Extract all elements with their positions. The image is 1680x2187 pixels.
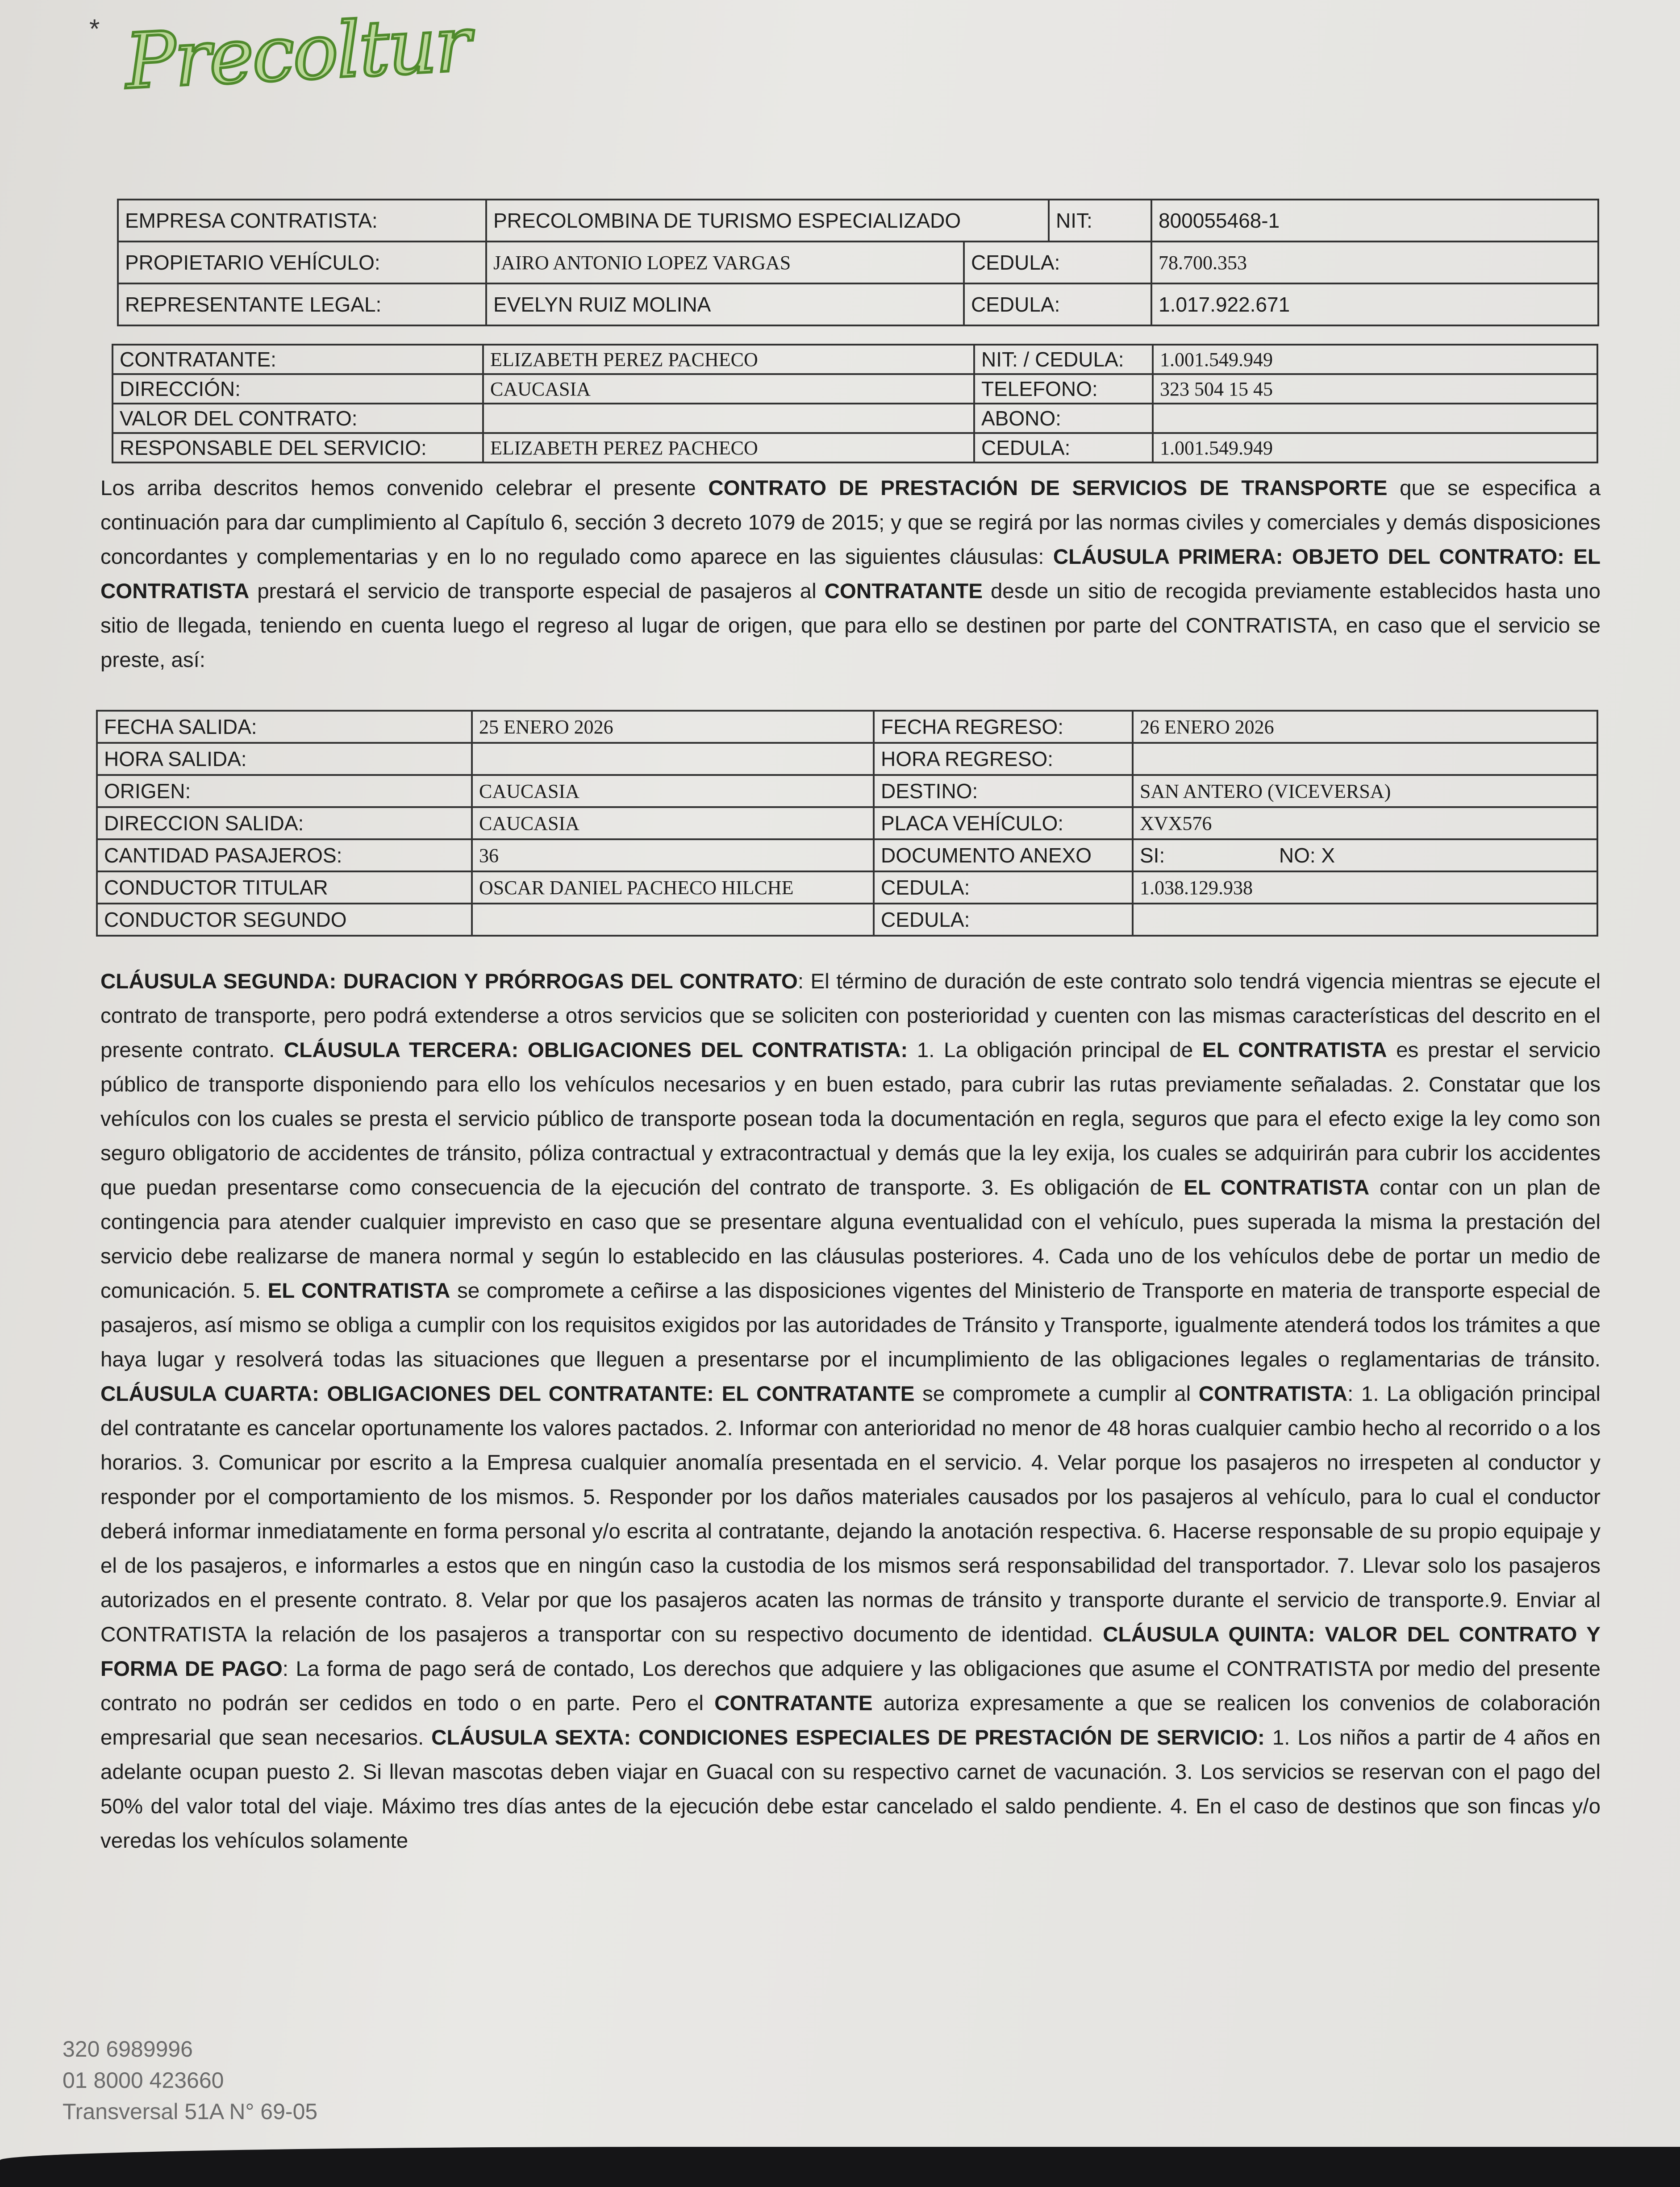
bold-text-segment: CLÁUSULA SEXTA: CONDICIONES ESPECIALES DE PRESTACIÓN DE SERVICIO:	[431, 1726, 1265, 1750]
bold-text-segment: CLÁUSULA QUINTA: VALOR DEL CONTRATO Y FORMA DE PAGO	[100, 1623, 1601, 1681]
text-segment: autoriza expresamente a que se realicen los convenios de colaboración empresarial que sean necesarios.	[100, 1691, 1601, 1750]
value-nit: 800055468-1	[1151, 200, 1598, 242]
bold-text-segment: CONTRATANTE	[824, 579, 983, 603]
table-row	[118, 242, 1598, 283]
value-cedula: 1.017.922.671	[1151, 283, 1598, 325]
trip-label: HORA REGRESO:	[874, 743, 1133, 775]
label-valor: VALOR DEL CONTRATO:	[113, 404, 483, 433]
trip-label: CEDULA:	[874, 871, 1133, 904]
bold-text-segment: EL CONTRATISTA	[1202, 1038, 1387, 1062]
table-row	[113, 404, 1597, 433]
trip-value	[472, 743, 874, 775]
trip-value: SI: NO: X	[1133, 839, 1597, 871]
value-direccion: CAUCASIA	[483, 374, 974, 404]
text-segment: Los arriba descritos hemos convenido celebrar el presente	[100, 476, 709, 500]
trip-value: 36	[472, 839, 874, 871]
precoltur-logo: Precoltur	[123, 0, 471, 107]
trip-label: DIRECCION SALIDA:	[97, 807, 472, 839]
table-row	[118, 200, 1598, 242]
footer-address: Transversal 51A N° 69-05	[63, 2099, 318, 2124]
label-telefono: TELEFONO:	[974, 374, 1153, 404]
label-empresa: EMPRESA CONTRATISTA:	[118, 200, 486, 242]
label-nit: NIT:	[1049, 200, 1151, 242]
trip-label: ORIGEN:	[97, 775, 472, 807]
trip-label: CONDUCTOR TITULAR	[97, 871, 472, 904]
table-row	[97, 711, 1597, 743]
value-propietario: JAIRO ANTONIO LOPEZ VARGAS	[486, 242, 964, 283]
bold-text-segment: CONTRATO DE PRESTACIÓN DE SERVICIOS DE TRANSPORTE	[708, 476, 1388, 500]
footer-phone: 320 6989996	[63, 2037, 193, 2062]
text-segment: 1. La obligación principal de	[908, 1038, 1202, 1062]
label-representante: REPRESENTANTE LEGAL:	[118, 283, 486, 325]
table-row	[113, 374, 1597, 404]
trip-label: DOCUMENTO ANEXO	[874, 839, 1133, 871]
bold-text-segment: CLÁUSULA TERCERA: OBLIGACIONES DEL CONTRATISTA:	[283, 1038, 908, 1062]
trip-value: 26 ENERO 2026	[1133, 711, 1597, 743]
company-table	[117, 199, 1599, 326]
text-segment: desde un sitio de recogida previamente establecidos hasta uno sitio de llegada, teniendo en cuenta luego el regreso al lugar de origen, que para ello se destinen por parte del CONTRATISTA, en caso que el servicio se preste, así:	[100, 579, 1601, 672]
value-cedula: 1.001.549.949	[1153, 433, 1597, 462]
trip-value: 1.038.129.938	[1133, 871, 1597, 904]
bold-text-segment: EL CONTRATISTA	[267, 1279, 450, 1303]
label-responsable: RESPONSABLE DEL SERVICIO:	[113, 433, 483, 462]
label-propietario: PROPIETARIO VEHÍCULO:	[118, 242, 486, 283]
value-telefono: 323 504 15 45	[1153, 374, 1597, 404]
text-segment: : 1. La obligación principal del contratante es cancelar oportunamente los valores pactados. 2. Informar con anterioridad no menor de 48 horas cualquier cambio hecho al recorrido o a los horarios. 3. Comunicar por escrito a la Empresa cualquier anomalía presentada en el servicio. 4. Velar porque los pasajeros no irrespeten al conductor y responder por el comportamiento de los mismos. 5. Responder por los daños materiales causados por los pasajeros al vehículo, para lo cual el conductor deberá informar inmediatamente en forma personal y/o escrita al contratante, dejando la anotación respectiva. 6. Hacerse responsable de su propio equipaje y el de los pasajeros, e informarles a estos que en ningún caso la custodia de los mismos será responsabilidad del transportador. 7. Llevar solo los pasajeros autorizados en el presente contrato. 8. Velar por que los pasajeros acaten las normas de tránsito y transporte durante el servicio de transporte.9. Enviar al CONTRATISTA la relación de los pasajeros a transportar con su respectivo documento de identidad.	[100, 1382, 1601, 1646]
client-table	[112, 344, 1598, 463]
value-cedula: 78.700.353	[1151, 242, 1598, 283]
contract-intro-paragraph	[100, 471, 1601, 677]
label-cedula: CEDULA:	[964, 242, 1151, 283]
bold-text-segment: EL CONTRATISTA	[1184, 1176, 1370, 1200]
table-row	[113, 433, 1597, 462]
label-nit-cedula: NIT: / CEDULA:	[974, 345, 1153, 374]
trip-value: XVX576	[1133, 807, 1597, 839]
trip-table	[96, 710, 1598, 937]
asterisk-mark: *	[89, 14, 100, 44]
value-valor	[483, 404, 974, 433]
trip-label: FECHA REGRESO:	[874, 711, 1133, 743]
table-row	[97, 839, 1597, 871]
label-cedula: CEDULA:	[974, 433, 1153, 462]
table-row	[97, 743, 1597, 775]
value-representante: EVELYN RUIZ MOLINA	[486, 283, 964, 325]
trip-label: FECHA SALIDA:	[97, 711, 472, 743]
trip-label: CANTIDAD PASAJEROS:	[97, 839, 472, 871]
label-cedula: CEDULA:	[964, 283, 1151, 325]
trip-value: SAN ANTERO (VICEVERSA)	[1133, 775, 1597, 807]
label-contratante: CONTRATANTE:	[113, 345, 483, 374]
text-segment: se compromete a ceñirse a las disposiciones vigentes del Ministerio de Transporte en materia de transporte especial de pasajeros, así mismo se obliga a cumplir con los requisitos exigidos por las autoridades de Tránsito y Transporte, igualmente atenderá todos los trámites a que haya lugar y resolverá todas las situaciones que lleguen a presentarse por el incumplimiento de las obligaciones legales o reglamentarias de tránsito.	[100, 1279, 1601, 1371]
text-segment: es prestar el servicio público de transporte disponiendo para ello los vehículos necesarios y en buen estado, para cubrir las rutas previamente señaladas. 2. Constatar que los vehículos con los cuales se presta el servicio público de transporte posean toda la documentación en regla, seguros que para el efecto exige la ley como son seguro obligatorio de accidentes de tránsito, póliza contractual y extracontractual y demás que la ley exija, los cuales se adquirirán para cubrir los accidentes que puedan presentarse como consecuencia de la ejecución del contrato de transporte. 3. Es obligación de	[100, 1038, 1601, 1200]
trip-label: HORA SALIDA:	[97, 743, 472, 775]
table-row	[97, 904, 1597, 936]
text-segment: : La forma de pago será de contado, Los derechos que adquiere y las obligaciones que asume el CONTRATISTA por medio del presente contrato no podrán ser cedidos en todo o en parte. Pero el	[100, 1657, 1601, 1715]
trip-label: PLACA VEHÍCULO:	[874, 807, 1133, 839]
value-empresa: PRECOLOMBINA DE TURISMO ESPECIALIZADO	[486, 200, 1049, 242]
value-abono	[1153, 404, 1597, 433]
trip-label: DESTINO:	[874, 775, 1133, 807]
trip-value	[1133, 743, 1597, 775]
text-segment: 1. Los niños a partir de 4 años en adelante ocupan puesto 2. Si llevan mascotas deben viajar en Guacal con su respectivo carnet de vacunación. 3. Los servicios se reservan con el pago del 50% del valor total del viaje. Máximo tres días antes de la ejecución debe estar cancelado el saldo pendiente. 4. En el caso de destinos que son fincas y/o veredas los vehículos solamente	[100, 1726, 1601, 1853]
trip-value	[472, 904, 874, 936]
text-segment: que se especifica a continuación para dar cumplimiento al Capítulo 6, sección 3 decreto 1079 de 2015; y que se regirá por las normas civiles y comerciales y demás disposiciones concordantes y complementarias y en lo no regulado como aparece en las siguientes cláusulas:	[100, 476, 1601, 569]
bold-text-segment: CLÁUSULA CUARTA: OBLIGACIONES DEL CONTRATANTE: EL CONTRATANTE	[100, 1382, 915, 1406]
photo-background-edge	[0, 2147, 1680, 2187]
label-direccion: DIRECCIÓN:	[113, 374, 483, 404]
text-segment: prestará el servicio de transporte especial de pasajeros al	[249, 579, 825, 603]
value-contratante: ELIZABETH PEREZ PACHECO	[483, 345, 974, 374]
label-abono: ABONO:	[974, 404, 1153, 433]
table-row	[97, 775, 1597, 807]
text-segment: se compromete a cumplir al	[914, 1382, 1199, 1406]
trip-value: CAUCASIA	[472, 807, 874, 839]
trip-label: CONDUCTOR SEGUNDO	[97, 904, 472, 936]
value-nit-cedula: 1.001.549.949	[1153, 345, 1597, 374]
bold-text-segment: CLÁUSULA SEGUNDA: DURACION Y PRÓRROGAS DEL CONTRATO	[100, 970, 798, 993]
trip-value: CAUCASIA	[472, 775, 874, 807]
trip-value: OSCAR DANIEL PACHECO HILCHE	[472, 871, 874, 904]
table-row	[97, 871, 1597, 904]
value-responsable: ELIZABETH PEREZ PACHECO	[483, 433, 974, 462]
bold-text-segment: CLÁUSULA PRIMERA: OBJETO DEL CONTRATO: EL CONTRATISTA	[100, 545, 1601, 603]
bold-text-segment: CONTRATISTA	[1198, 1382, 1348, 1406]
trip-label: CEDULA:	[874, 904, 1133, 936]
company-footer	[63, 2033, 317, 2127]
contract-clauses-paragraph	[100, 964, 1601, 1858]
table-row	[118, 283, 1598, 325]
text-segment: contar con un plan de contingencia para atender cualquier imprevisto en caso que se presentare alguna eventualidad con el vehículo, pues superada la misma la prestación del servicio debe realizarse de manera normal y según lo establecido en las cláusulas posteriores. 4. Cada uno de los vehículos debe de portar un medio de comunicación. 5.	[100, 1176, 1601, 1303]
trip-value	[1133, 904, 1597, 936]
table-row	[97, 807, 1597, 839]
table-row	[113, 345, 1597, 374]
footer-toll-free: 01 8000 423660	[63, 2068, 224, 2093]
bold-text-segment: CONTRATANTE	[714, 1691, 873, 1715]
text-segment: : El término de duración de este contrato solo tendrá vigencia mientras se ejecute el contrato de transporte, pero podrá extenderse a otros servicios que se soliciten con posterioridad y cuenten con las mismas características del descrito en el presente contrato.	[100, 970, 1601, 1062]
trip-value: 25 ENERO 2026	[472, 711, 874, 743]
